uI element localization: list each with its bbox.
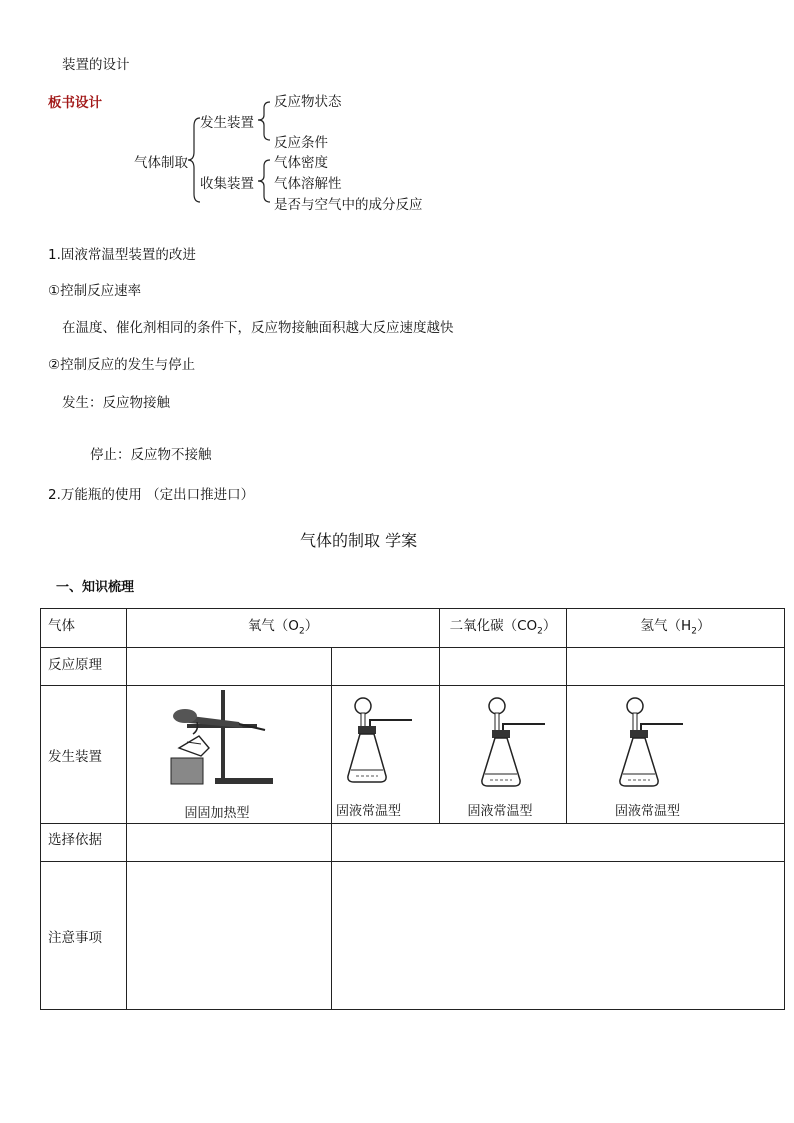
cell-principle-o2-b (332, 648, 440, 686)
note-item-1: 1.固液常温型装置的改进 (48, 247, 196, 263)
caption-liquid-1: 固液常温型 (335, 804, 401, 819)
outline-collect-item-3: 是否与空气中的成分反应 (274, 197, 423, 213)
outline-root: 气体制取 (134, 155, 188, 171)
note-item-2: 2.万能瓶的使用 （定出口推进口） (48, 487, 255, 503)
board-design-title: 板书设计 (48, 95, 102, 111)
outline-gen-device: 发生装置 (200, 115, 254, 131)
cell-principle-h2 (567, 648, 785, 686)
outline-collect-item-1: 气体密度 (274, 155, 328, 171)
label-basis: 选择依据 (41, 824, 127, 862)
cell-notes-others (332, 862, 785, 1010)
brace-root (188, 118, 200, 202)
section-heading: 一、知识梳理 (56, 580, 135, 595)
cell-device-liquid-2 (440, 686, 567, 824)
header-oxygen: 氧气$(O_2)$ (127, 609, 440, 648)
outline-gen-item-1: 反应物状态 (274, 94, 342, 110)
table-row-header (41, 609, 785, 648)
outline-collect-device: 收集装置 (200, 176, 254, 192)
note-start: 发生：反应物接触 (62, 395, 170, 411)
note-sub-2: ②控制反应的发生与停止 (48, 357, 196, 373)
note-sub-1: ①控制反应速率 (48, 283, 142, 299)
cell-principle-o2-a (127, 648, 332, 686)
plan-title: 气体的制取 学案 (300, 531, 418, 550)
header-hydrogen: 氢气$(H_2)$ (567, 609, 785, 648)
cell-notes-o2 (127, 862, 332, 1010)
cell-principle-co2 (440, 648, 567, 686)
label-notes: 注意事项 (41, 862, 127, 1010)
brace-collect (258, 160, 270, 202)
cell-device-liquid-1 (332, 686, 440, 824)
label-principle: 反应原理 (41, 648, 127, 686)
cell-basis-o2 (127, 824, 332, 862)
outline-collect-item-2: 气体溶解性 (274, 176, 342, 192)
cell-device-heat (127, 686, 332, 824)
device-design-heading: 装置的设计 (62, 57, 130, 73)
table-row-device (41, 686, 785, 824)
cell-device-liquid-3 (567, 686, 785, 824)
label-device: 发生装置 (41, 686, 127, 824)
caption-heat: 固固加热型 (184, 806, 250, 821)
caption-liquid-3: 固液常温型 (614, 804, 680, 819)
brace-gen (258, 102, 270, 140)
cell-basis-others (332, 824, 785, 862)
table-row-notes (41, 862, 785, 1010)
outline-gen-item-2: 反应条件 (274, 135, 328, 151)
header-gas: 气体 (41, 609, 127, 648)
table-row-basis (41, 824, 785, 862)
note-stop: 停止：反应物不接触 (90, 447, 212, 463)
caption-liquid-2: 固液常温型 (467, 804, 533, 819)
note-sub-1-text: 在温度、催化剂相同的条件下，反应物接触面积越大反应速度越快 (62, 320, 454, 336)
table-row-principle (41, 648, 785, 686)
header-co2: 二氧化碳$(CO_2)$ (440, 609, 567, 648)
knowledge-table (40, 608, 785, 1010)
